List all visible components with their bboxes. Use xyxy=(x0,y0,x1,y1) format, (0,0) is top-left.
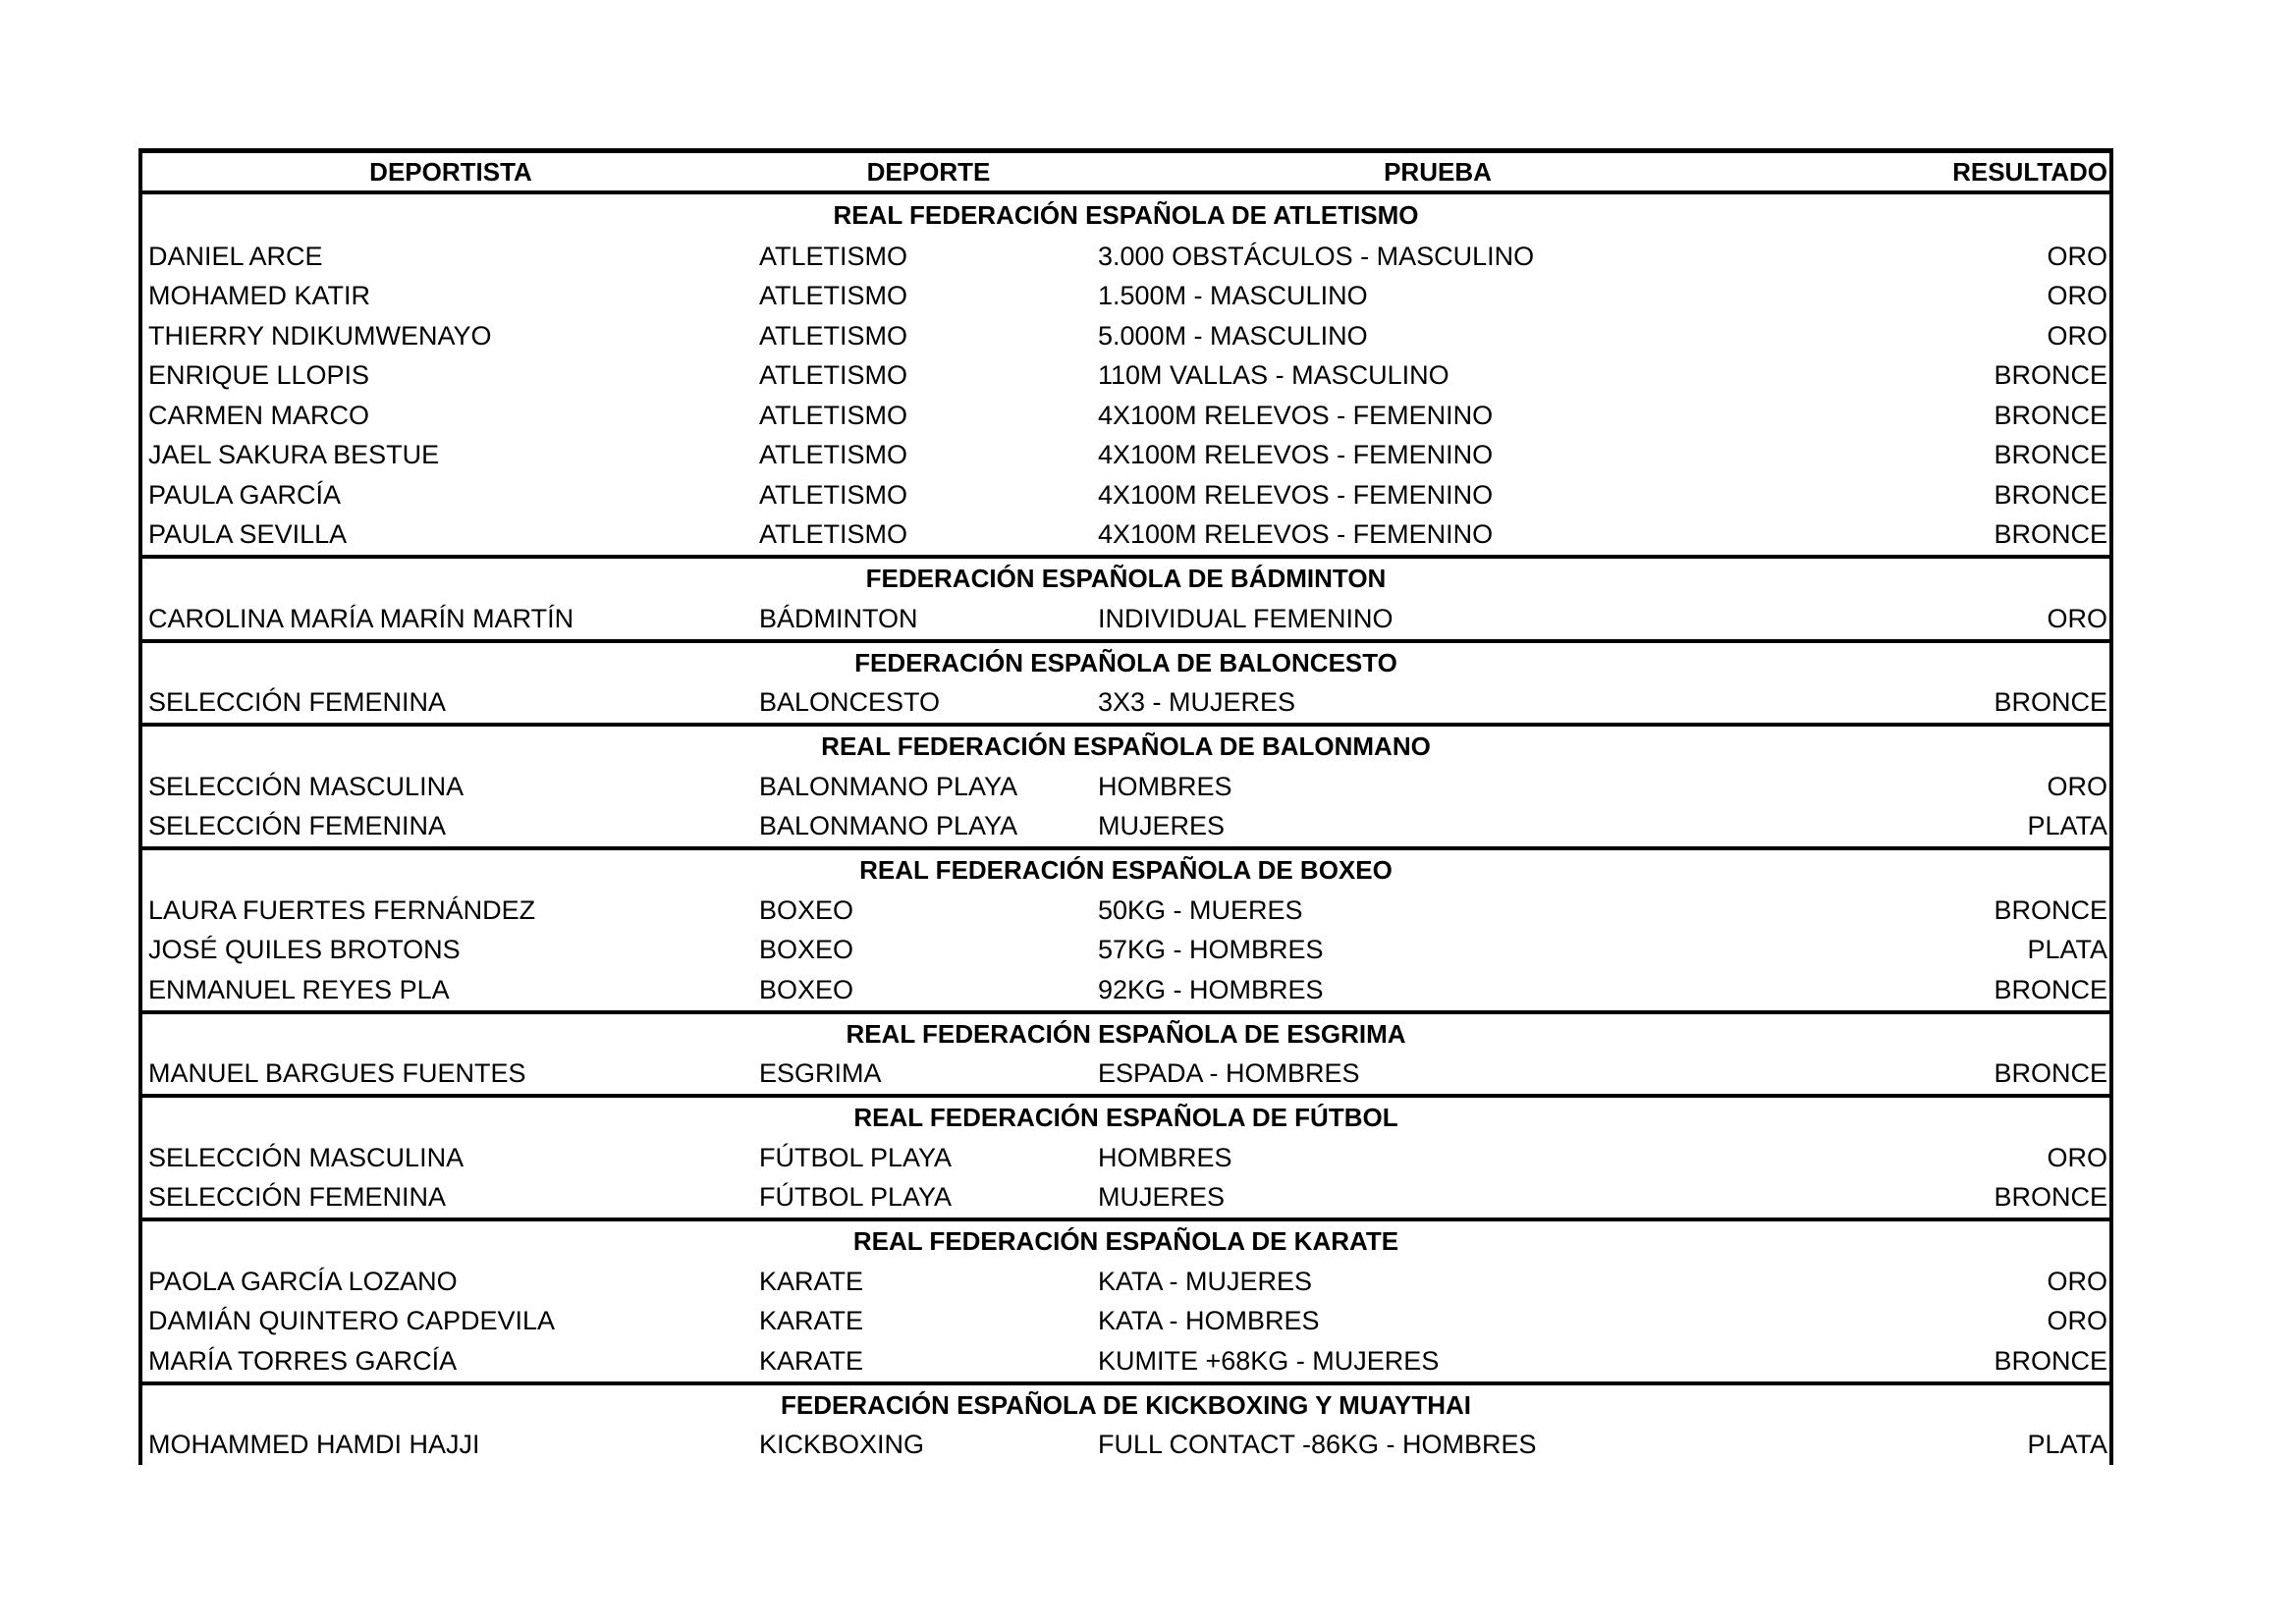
sport-cell: KICKBOXING xyxy=(759,1430,925,1460)
athlete-cell: THIERRY NDIKUMWENAYO xyxy=(148,320,492,351)
athlete-cell: CAROLINA MARÍA MARÍN MARTÍN xyxy=(148,603,574,633)
federation-title: FEDERACIÓN ESPAÑOLA DE KICKBOXING Y MUAYTHAI xyxy=(142,1383,2109,1426)
result-cell: BRONCE xyxy=(1994,894,2107,925)
result-cell: BRONCE xyxy=(1994,400,2107,430)
result-cell: PLATA xyxy=(2027,811,2107,841)
table-row xyxy=(142,475,2109,515)
athlete-cell: SELECCIÓN FEMENINA xyxy=(148,1182,447,1213)
table-row xyxy=(142,767,2109,807)
header-sport: DEPORTE xyxy=(759,153,1098,192)
result-cell: BRONCE xyxy=(1994,479,2107,510)
sport-cell: ATLETISMO xyxy=(759,241,908,271)
table-row xyxy=(142,683,2109,726)
sport-cell: FÚTBOL PLAYA xyxy=(759,1142,953,1172)
federation-title: REAL FEDERACIÓN ESPAÑOLA DE BOXEO xyxy=(142,848,2109,891)
result-cell: ORO xyxy=(2047,241,2107,271)
table-row xyxy=(142,1426,2109,1466)
result-cell: ORO xyxy=(2047,1306,2107,1336)
result-cell: BRONCE xyxy=(1994,360,2107,391)
result-cell: BRONCE xyxy=(1994,519,2107,550)
event-cell: 4X100M RELEVOS - FEMENINO xyxy=(1098,440,1494,470)
table-row xyxy=(142,1302,2109,1342)
table-row xyxy=(142,1178,2109,1220)
athlete-cell: MARÍA TORRES GARCÍA xyxy=(148,1345,458,1376)
athlete-cell: SELECCIÓN MASCULINA xyxy=(148,771,465,801)
table-row xyxy=(142,807,2109,849)
medals-table xyxy=(142,153,2109,1465)
table-row xyxy=(142,316,2109,356)
sport-cell: ATLETISMO xyxy=(759,360,908,391)
result-cell: ORO xyxy=(2047,771,2107,801)
event-cell: KUMITE +68KG - MUJERES xyxy=(1098,1345,1440,1376)
header-result: RESULTADO xyxy=(1777,153,2109,192)
athlete-cell: DAMIÁN QUINTERO CAPDEVILA xyxy=(148,1306,556,1336)
result-cell: PLATA xyxy=(2027,935,2107,965)
sport-cell: KARATE xyxy=(759,1345,864,1376)
result-cell: BRONCE xyxy=(1994,440,2107,470)
federation-title: FEDERACIÓN ESPAÑOLA DE BALONCESTO xyxy=(142,641,2109,683)
event-cell: INDIVIDUAL FEMENINO xyxy=(1098,603,1394,633)
federation-row xyxy=(142,848,2109,891)
result-cell: BRONCE xyxy=(1994,687,2107,718)
sport-cell: BALONCESTO xyxy=(759,687,941,718)
table-row xyxy=(142,891,2109,931)
table-body xyxy=(142,192,2109,1465)
result-cell: BRONCE xyxy=(1994,1058,2107,1089)
athlete-cell: SELECCIÓN FEMENINA xyxy=(148,811,447,841)
federation-title: REAL FEDERACIÓN ESPAÑOLA DE FÚTBOL xyxy=(142,1096,2109,1138)
sport-cell: KARATE xyxy=(759,1306,864,1336)
table-row xyxy=(142,515,2109,558)
table-row xyxy=(142,970,2109,1012)
table-row xyxy=(142,599,2109,641)
table-row xyxy=(142,1055,2109,1097)
sport-cell: BÁDMINTON xyxy=(759,603,918,633)
event-cell: ESPADA - HOMBRES xyxy=(1098,1058,1360,1089)
event-cell: 1.500M - MASCULINO xyxy=(1098,281,1368,311)
table-row xyxy=(142,396,2109,436)
athlete-cell: MOHAMED KATIR xyxy=(148,281,371,311)
result-cell: ORO xyxy=(2047,320,2107,351)
sport-cell: ATLETISMO xyxy=(759,400,908,430)
event-cell: 50KG - MUERES xyxy=(1098,894,1303,925)
result-cell: ORO xyxy=(2047,1142,2107,1172)
event-cell: 5.000M - MASCULINO xyxy=(1098,320,1368,351)
table-row xyxy=(142,237,2109,277)
event-cell: MUJERES xyxy=(1098,1182,1226,1213)
result-cell: BRONCE xyxy=(1994,1345,2107,1376)
sport-cell: ATLETISMO xyxy=(759,281,908,311)
athlete-cell: CARMEN MARCO xyxy=(148,400,370,430)
sport-cell: ATLETISMO xyxy=(759,440,908,470)
athlete-cell: PAULA SEVILLA xyxy=(148,519,348,550)
result-cell: ORO xyxy=(2047,281,2107,311)
table-row xyxy=(142,356,2109,397)
athlete-cell: JAEL SAKURA BESTUE xyxy=(148,440,440,470)
athlete-cell: PAULA GARCÍA xyxy=(148,479,342,510)
federation-row xyxy=(142,641,2109,683)
athlete-cell: MOHAMMED HAMDI HAJJI xyxy=(148,1430,480,1460)
table-row xyxy=(142,931,2109,971)
event-cell: 3.000 OBSTÁCULOS - MASCULINO xyxy=(1098,241,1535,271)
federation-title: REAL FEDERACIÓN ESPAÑOLA DE ATLETISMO xyxy=(833,200,1419,230)
event-cell: MUJERES xyxy=(1098,811,1226,841)
federation-title: REAL FEDERACIÓN ESPAÑOLA DE BALONMANO xyxy=(142,725,2109,767)
athlete-cell: PAOLA GARCÍA LOZANO xyxy=(148,1266,458,1296)
event-cell: KATA - HOMBRES xyxy=(1098,1306,1320,1336)
event-cell: 110M VALLAS - MASCULINO xyxy=(1098,360,1449,391)
result-cell: ORO xyxy=(2047,603,2107,633)
table-row xyxy=(142,436,2109,476)
header-row xyxy=(142,153,2109,192)
header-event: PRUEBA xyxy=(1098,153,1777,192)
sport-cell: BOXEO xyxy=(759,974,854,1004)
federation-row xyxy=(142,725,2109,767)
sport-cell: ESGRIMA xyxy=(759,1058,882,1089)
event-cell: 57KG - HOMBRES xyxy=(1098,935,1324,965)
event-cell: KATA - MUJERES xyxy=(1098,1266,1313,1296)
result-cell: BRONCE xyxy=(1994,974,2107,1004)
event-cell: FULL CONTACT -86KG - HOMBRES xyxy=(1098,1430,1537,1460)
federation-row xyxy=(142,557,2109,599)
sport-cell: BOXEO xyxy=(759,894,854,925)
sport-cell: ATLETISMO xyxy=(759,479,908,510)
event-cell: 3X3 - MUJERES xyxy=(1098,687,1296,718)
sport-cell: BOXEO xyxy=(759,935,854,965)
medals-table-container xyxy=(138,148,2113,1465)
sport-cell: FÚTBOL PLAYA xyxy=(759,1182,953,1213)
athlete-cell: LAURA FUERTES FERNÁNDEZ xyxy=(148,894,536,925)
athlete-cell: DANIEL ARCE xyxy=(148,241,323,271)
event-cell: 4X100M RELEVOS - FEMENINO xyxy=(1098,400,1494,430)
federation-row xyxy=(142,192,2109,237)
federation-title: FEDERACIÓN ESPAÑOLA DE BÁDMINTON xyxy=(142,557,2109,599)
table-row xyxy=(142,1341,2109,1383)
sport-cell: BALONMANO PLAYA xyxy=(759,811,1018,841)
athlete-cell: SELECCIÓN FEMENINA xyxy=(148,687,447,718)
sport-cell: KARATE xyxy=(759,1266,864,1296)
federation-row xyxy=(142,1012,2109,1055)
athlete-cell: ENRIQUE LLOPIS xyxy=(148,360,370,391)
athlete-cell: ENMANUEL REYES PLA xyxy=(148,974,450,1004)
sport-cell: BALONMANO PLAYA xyxy=(759,771,1018,801)
sport-cell: ATLETISMO xyxy=(759,320,908,351)
federation-row xyxy=(142,1383,2109,1426)
result-cell: PLATA xyxy=(2027,1430,2107,1460)
federation-title: REAL FEDERACIÓN ESPAÑOLA DE ESGRIMA xyxy=(142,1012,2109,1055)
result-cell: ORO xyxy=(2047,1266,2107,1296)
federation-title: REAL FEDERACIÓN ESPAÑOLA DE KARATE xyxy=(142,1219,2109,1262)
athlete-cell: SELECCIÓN MASCULINA xyxy=(148,1142,465,1172)
sport-cell: ATLETISMO xyxy=(759,519,908,550)
event-cell: 4X100M RELEVOS - FEMENINO xyxy=(1098,479,1494,510)
event-cell: HOMBRES xyxy=(1098,1142,1232,1172)
table-row xyxy=(142,277,2109,317)
federation-row xyxy=(142,1219,2109,1262)
athlete-cell: MANUEL BARGUES FUENTES xyxy=(148,1058,526,1089)
table-row xyxy=(142,1262,2109,1302)
result-cell: BRONCE xyxy=(1994,1182,2107,1213)
header-athlete: DEPORTISTA xyxy=(142,153,759,192)
event-cell: 4X100M RELEVOS - FEMENINO xyxy=(1098,519,1494,550)
table-row xyxy=(142,1138,2109,1178)
event-cell: HOMBRES xyxy=(1098,771,1232,801)
federation-row xyxy=(142,1096,2109,1138)
athlete-cell: JOSÉ QUILES BROTONS xyxy=(148,935,461,965)
event-cell: 92KG - HOMBRES xyxy=(1098,974,1324,1004)
